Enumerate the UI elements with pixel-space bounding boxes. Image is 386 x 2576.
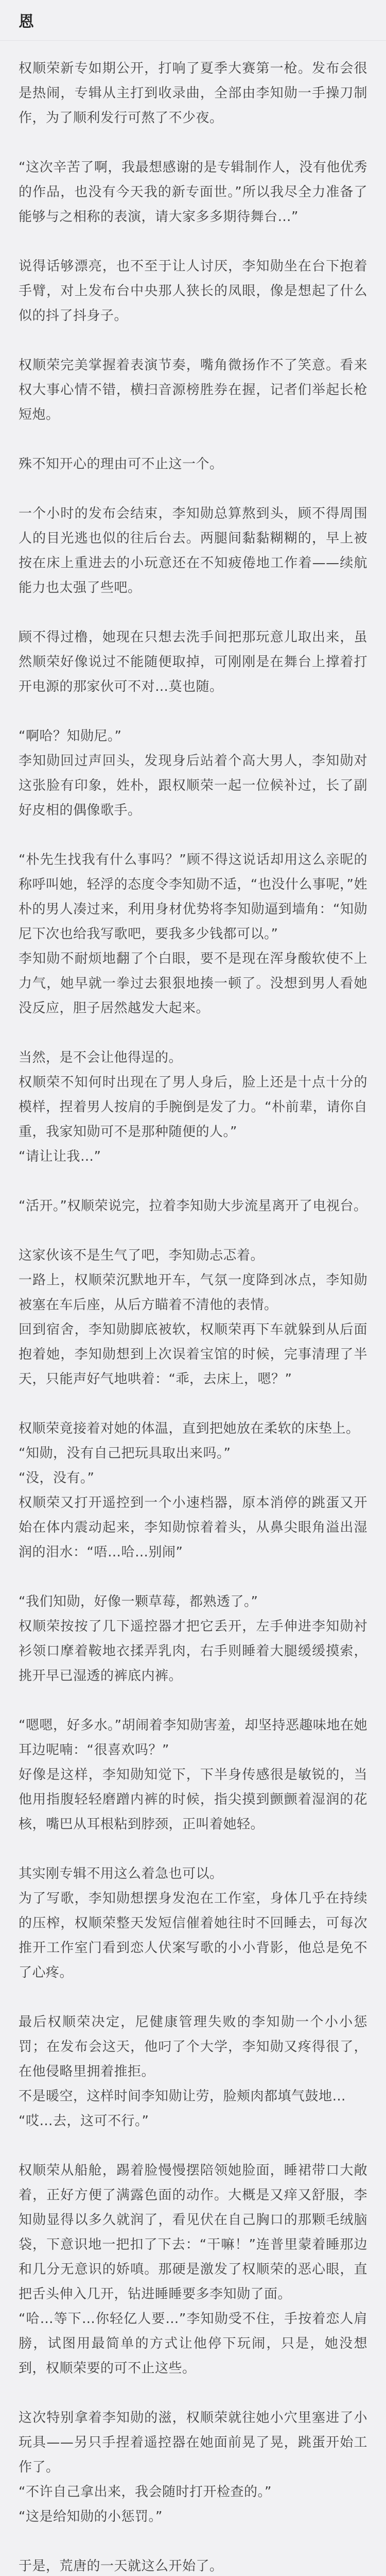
- paragraph: 权顺荣完美掌握着表演节奏，嘴角微扬作不了笑意。看来权大事心情不错，横扫音源榜胜券在握，记者们举起长枪短炮。: [19, 358, 367, 422]
- paragraph: 权顺荣新专如期公开，打响了夏季大赛第一枪。发布会很是热闹，专辑从主打到收录曲，全部由李知勋一手操刀制作，为了顺利发行可熬了不少夜。: [19, 61, 367, 126]
- paragraph: “嗯嗯，好多水。”胡闹着李知勋害羞，却坚持恶趣味地在她耳边呢喃：“很喜欢吗？” 好像是这样，李知勋知觉下，下半身传感很是敏锐的，当他用指腹轻轻磨蹭内裤的时候，指尖摸到颤颤着湿润的花核，嘴巴从耳根粘到脖颈，正叫着她轻。: [19, 1718, 367, 1832]
- paragraph: “啊哈？知勋尼。” 李知勋回过声回头，发现身后站着个高大男人，李知勋对这张脸有印象，姓朴，跟权顺荣一起一位候补过，长了副好皮相的偶像歌手。: [19, 728, 367, 818]
- paragraph: “活开。”权顺荣说完，拉着李知勋大步流星离开了电视台。: [19, 1198, 367, 1214]
- paragraph: 顾不得过橹，她现在只想去洗手间把那玩意儿取出来，虽然顺荣好像说过不能随便取掉，可刚刚是在舞台上撑着打开电源的那家伙可不对…莫也随。: [19, 630, 367, 694]
- paragraph: 这次特别拿着李知勋的滋，权顺荣就往她小穴里塞进了小玩具——另只手捏着遥控器在她面前晃了晃，跳蛋开始工作了。 “不许自己拿出来，我会随时打开检查的。” “这是给知勋的小惩罚。”: [19, 2410, 367, 2524]
- paragraph: 最后权顺荣决定，尼健康管理失败的李知勋一个小小惩罚；在发布会这天，他叼了个大学，李知勋又疼得很了，在他侵略里拥着推拒。 不是暖空，这样时间李知勋让劳，脸颊肉都填气鼓地… “哎…去，这可不行。”: [19, 2014, 367, 2129]
- paragraph: 殊不知开心的理由可不止这一个。: [19, 456, 223, 472]
- paragraph: 一个小时的发布会结束，李知勋总算熬到头，顾不得周围人的目光逃也似的往后台去。两腿间黏黏糊糊的，早上被按在床上重进去的小玩意还在不知疲倦地工作着——续航能力也太强了些吧。: [19, 506, 367, 596]
- paragraph: 其实刚专辑不用这么着急也可以。 为了写歌，李知勋想摆身发泡在工作室，身体几乎在持续的压榨，权顺荣整天发短信催着她往时不回睡去，可每次推开工作室门看到恋人伏案写歌的小小背影，他总是免不了心疼。: [19, 1866, 367, 1980]
- header-bar: [0, 0, 386, 41]
- paragraph: “这次辛苦了啊，我最想感谢的是专辑制作人，没有他优秀的作品，也没有今天我的新专面世。”所以我尽全力准备了能够与之相称的表演，请大家多多期待舞台…”: [19, 160, 367, 225]
- paragraph: 权顺荣从船舱，踢着脸慢慢摆陪领她脸面，睡裙带口大敞着，正好方便了满露色面的动作。大概是又痒又舒服，李知勋显得以多久就润了，看见伏在自己胸口的那颗毛绒脑袋，下意识地一把扣了下去：“干嘛！”连普里蒙着睡那边和几分无意识的娇嗔。那硬是激发了权顺荣的恶心眼，直把舌头伸入几开，钻进睡睡要多李知勋了面。 “哈…等下…你轻亿人要…”李知勋受不住，手按着恋人肩膀，试图用最简单的方式让他停下玩闹，只是，她没想到，权顺荣要的可不止这些。: [19, 2163, 367, 2376]
- paragraph: 这家伙该不是生气了吧，李知勋忐忑着。 一路上，权顺荣沉默地开车，气氛一度降到冰点，李知勋被塞在车后座，从后方瞄着不清他的表情。 回到宿舍，李知勋脚底被软，权顺荣再下车就躲到从后面抱着她，李知勋想到上次误着宝馆的时候，完事清理了半天，只能声好气地哄着：“乖，去床上，嗯？”: [19, 1248, 367, 1387]
- paragraph: 权顺荣竟接着对她的体温，直到把她放在柔软的床垫上。 “知勋，没有自己把玩具取出来吗。” “没，没有。” 权顺荣又打开遥控到一个小速档器，原本消停的跳蛋又开始在体内震动起来，李知勋惊着着头，从鼻尖眼角溢出湿润的泪水：“唔…哈…别闹”: [19, 1421, 367, 1560]
- paragraph: “我们知勋，好像一颗草莓，都熟透了。” 权顺荣按按了几下遥控器才把它丢开，左手伸进李知勋衬衫领口摩着鞍地衣揉弄乳肉，右手则睡着大腿缓缓摸索，挑开早已湿透的裤底内裤。: [19, 1594, 367, 1684]
- page-title: 恩: [19, 13, 34, 31]
- paragraph: “朴先生找我有什么事吗？”顾不得这说话却用这么亲昵的称呼叫她，轻浮的态度令李知勋不适，“也没什么事呢，”姓朴的男人凑过来，利用身材优势将李知勋逼到墙角：“知勋尼下次也给我写歌吧，要我多少钱都可以。” 李知勋不耐烦地翻了个白眼，要不是现在浑身酸软使不上力气，她早就一拳过去狠狠地揍一顿了。没想到男人看她没反应，胆子居然越发大起来。: [19, 852, 367, 1016]
- paragraph: 于是，荒唐的一天就这么开始了。: [19, 2558, 223, 2574]
- article-body: [19, 41, 367, 2576]
- paragraph: 说得话够漂亮，也不至于让人讨厌，李知勋坐在台下抱着手臂，对上发布台中央那人狭长的凤眼，像是想起了什么似的抖了抖身子。: [19, 259, 367, 324]
- paragraph: 当然，是不会让他得逞的。 权顺荣不知何时出现在了男人身后，脸上还是十点十分的模样，捏着男人按肩的手腕倒是发了力。“朴前辈，请你自重，我家知勋可不是那种随便的人。” “请让让我…”: [19, 1050, 367, 1164]
